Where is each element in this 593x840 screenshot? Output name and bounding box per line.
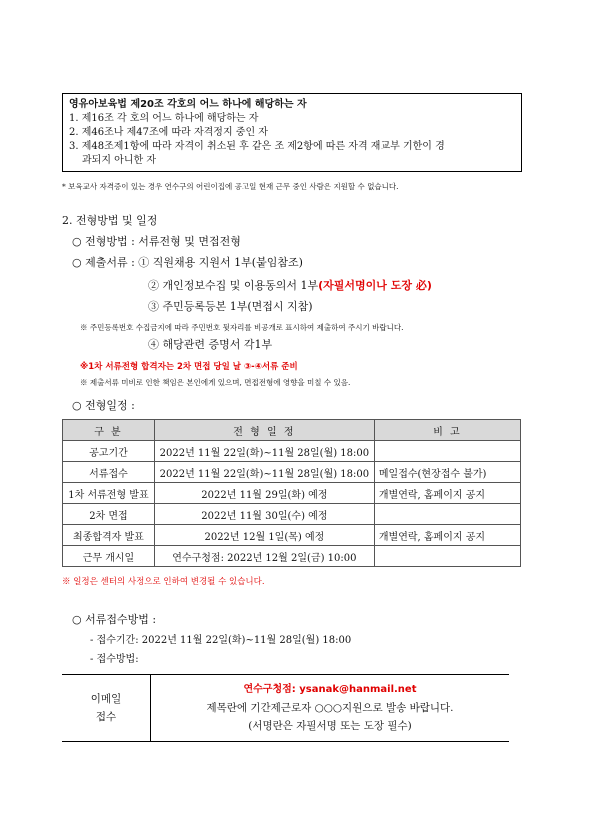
table-cell <box>374 441 520 462</box>
table-row <box>62 675 509 742</box>
method-line: ○ 전형방법 : 서류전형 및 면접전형 <box>72 235 241 248</box>
schedule-table <box>62 419 521 567</box>
email-address[interactable]: 연수구청점: ysanak@hanmail.net <box>243 684 417 695</box>
qualification-item: 2. 제46조나 제47조에 따라 자격정지 중인 자 <box>69 127 268 138</box>
email-label-cell <box>62 675 151 742</box>
table-cell: 메일접수(현장접수 불가) <box>374 462 520 483</box>
table-cell: 2022년 12월 1일(목) 예정 <box>154 525 374 546</box>
email-table <box>62 674 509 742</box>
table-row <box>63 504 521 525</box>
docs-note: ※ 제출서류 미비로 인한 책임은 본인에게 있으며, 면접전형에 영향을 미칠 수 있음. <box>80 378 351 387</box>
table-row <box>63 525 521 546</box>
doc-item-2 <box>148 277 432 293</box>
doc-item-3-note: ※ 주민등록번호 수집금지에 따라 주민번호 뒷자리를 비공개로 표시하여 제출하여 주시기 바랍니다. <box>80 323 404 332</box>
doc-item-2-text: ② 개인정보수집 및 이용동의서 1부 <box>148 279 319 292</box>
table-header-row <box>63 420 521 441</box>
table-cell <box>374 504 520 525</box>
email-instruction-1: 제목란에 기간제근로자 ○○○지원으로 발송 바랍니다. <box>206 702 454 714</box>
table-cell: 연수구청점: 2022년 12월 2일(금) 10:00 <box>154 546 374 567</box>
table-cell: 2022년 11월 22일(화)~11월 28일(월) 18:00 <box>154 462 374 483</box>
qualification-title: 영유아보육법 제20조 각호의 어느 하나에 해당하는 자 <box>69 99 307 110</box>
docs-line: ○ 제출서류 : ① 직원채용 지원서 1부(붙임참조) <box>72 256 303 269</box>
table-cell: 최종합격자 발표 <box>63 525 155 546</box>
receipt-method: - 접수방법: <box>90 654 139 665</box>
red-notice: ※1차 서류전형 합격자는 2차 면접 당일 날 ③-④서류 준비 <box>80 362 298 372</box>
email-content-cell <box>151 675 510 742</box>
email-label-line2: 접수 <box>95 711 117 723</box>
table-row <box>63 546 521 567</box>
header-category: 구 분 <box>63 420 155 441</box>
table-cell: 2022년 11월 22일(화)~11월 28일(월) 18:00 <box>154 441 374 462</box>
doc-item-3: ③ 주민등록등본 1부(면접시 지참) <box>148 300 313 313</box>
header-remarks: 비 고 <box>374 420 520 441</box>
table-cell: 2차 면접 <box>63 504 155 525</box>
schedule-label: ○ 전형일정 : <box>72 399 135 412</box>
table-row <box>63 441 521 462</box>
schedule-note: ※ 일정은 센터의 사정으로 인하여 변경될 수 있습니다. <box>62 577 265 587</box>
table-cell: 2022년 11월 29일(화) 예정 <box>154 483 374 504</box>
doc-item-2-red: (자필서명이나 도장 必) <box>318 279 432 292</box>
table-cell: 공고기간 <box>63 441 155 462</box>
table-cell: 개별연락, 홈페이지 공지 <box>374 525 520 546</box>
table-cell: 개별연락, 홈페이지 공지 <box>374 483 520 504</box>
header-schedule: 전 형 일 정 <box>154 420 374 441</box>
email-label-line1: 이메일 <box>90 693 122 705</box>
table-cell: 근무 개시일 <box>63 546 155 567</box>
table-cell <box>374 546 520 567</box>
table-cell: 서류접수 <box>63 462 155 483</box>
email-instruction-2: (서명란은 자필서명 또는 도장 필수) <box>248 720 412 732</box>
qualification-item: 3. 제48조제1항에 따라 자격이 취소된 후 같은 조 제2항에 따른 자격 재교부 기한이 경 <box>69 141 445 152</box>
table-cell: 1차 서류전형 발표 <box>63 483 155 504</box>
section-heading: 2. 전형방법 및 일정 <box>62 214 158 227</box>
receipt-heading: ○ 서류접수방법 : <box>72 613 157 626</box>
qualification-note: * 보육교사 자격증이 있는 경우 연수구의 어린이집에 공고일 현재 근무 중인 사람은 지원할 수 없습니다. <box>62 182 399 191</box>
doc-item-4: ④ 해당관련 증명서 각1부 <box>148 338 273 351</box>
qualification-item: 과되지 아니한 자 <box>82 155 156 166</box>
qualification-item: 1. 제16조 각 호의 어느 하나에 해당하는 자 <box>69 113 259 124</box>
table-cell: 2022년 11월 30일(수) 예정 <box>154 504 374 525</box>
qualification-box <box>62 93 522 172</box>
table-row <box>63 483 521 504</box>
receipt-period: - 접수기간: 2022년 11월 22일(화)~11월 28일(월) 18:00 <box>90 635 352 646</box>
table-row <box>63 462 521 483</box>
